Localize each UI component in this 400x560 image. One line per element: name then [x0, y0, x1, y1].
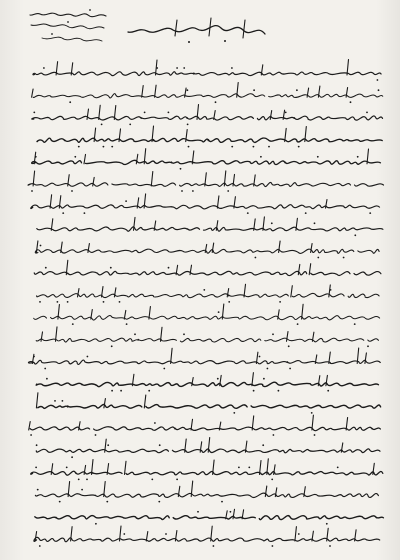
manuscript-dot: [107, 444, 109, 446]
manuscript-dot: [326, 523, 328, 525]
manuscript-line: [32, 149, 381, 170]
manuscript-stroke: [260, 461, 262, 475]
manuscript-dot: [289, 368, 291, 370]
manuscript-dot: [120, 390, 122, 392]
manuscript-dot: [354, 323, 356, 325]
manuscript-dot: [74, 156, 76, 158]
manuscript-dot: [180, 168, 182, 170]
manuscript-dot: [369, 212, 371, 214]
manuscript-stroke: [35, 493, 378, 497]
manuscript-dot: [69, 101, 71, 103]
manuscript-dot: [343, 257, 345, 259]
manuscript-dot: [95, 434, 97, 436]
manuscript-stroke: [34, 271, 381, 275]
manuscript-stroke: [214, 111, 216, 120]
manuscript-dot: [247, 212, 249, 214]
manuscript-dot: [314, 434, 316, 436]
manuscript-stroke: [146, 532, 148, 541]
manuscript-stroke: [34, 316, 380, 321]
manuscript-stroke: [114, 106, 116, 120]
manuscript-dot: [378, 89, 380, 91]
manuscript-stroke: [92, 460, 94, 475]
manuscript-dot: [188, 146, 190, 148]
manuscript-stroke: [155, 85, 157, 97]
manuscript-dot: [288, 345, 290, 347]
manuscript-stroke: [36, 338, 378, 342]
manuscript-stroke: [205, 173, 207, 186]
manuscript-dot: [271, 479, 273, 481]
manuscript-dot: [253, 89, 255, 91]
manuscript-dot: [337, 467, 339, 469]
manuscript-stroke: [34, 537, 380, 541]
manuscript-stroke: [35, 249, 379, 253]
manuscript-line: [34, 304, 380, 325]
manuscript-dot: [67, 301, 69, 303]
manuscript-line: [35, 241, 379, 259]
manuscript-dot: [203, 289, 205, 291]
manuscript-dot: [39, 545, 41, 547]
manuscript-dot: [46, 378, 48, 380]
manuscript-stroke: [226, 511, 228, 519]
manuscript-dot: [238, 467, 240, 469]
manuscript-line: [37, 126, 382, 147]
manuscript-dot: [81, 489, 83, 491]
manuscript-stroke: [211, 526, 213, 541]
manuscript-dot: [44, 368, 46, 370]
manuscript-dot: [329, 545, 331, 547]
manuscript-dot: [263, 378, 265, 380]
manuscript-dot: [366, 112, 368, 114]
manuscript-dot: [259, 356, 261, 358]
manuscript-line: [31, 459, 383, 481]
manuscript-dot: [272, 545, 274, 547]
manuscript-dot: [163, 368, 165, 370]
manuscript-stroke: [285, 128, 287, 141]
manuscript-dot: [273, 434, 275, 436]
manuscript-dot: [57, 301, 59, 303]
manuscript-stroke: [38, 404, 381, 408]
manuscript-stroke: [263, 217, 265, 230]
manuscript-dot: [84, 212, 86, 214]
manuscript-dot: [183, 333, 185, 335]
manuscript-dot: [187, 124, 189, 126]
manuscript-line: [36, 373, 378, 392]
manuscript-stroke: [346, 418, 348, 431]
manuscript-dot: [39, 301, 41, 303]
manuscript-dot: [187, 89, 189, 91]
manuscript-dot: [176, 479, 178, 481]
manuscript-stroke: [30, 427, 380, 431]
manuscript-stroke: [84, 154, 86, 163]
manuscript-dot: [298, 533, 300, 535]
manuscript-stroke: [28, 182, 383, 186]
manuscript-dot: [30, 434, 32, 436]
manuscript-line: [28, 348, 380, 369]
manuscript-dot: [305, 212, 307, 214]
manuscript-dot: [106, 501, 108, 503]
manuscript-dot: [35, 156, 37, 158]
manuscript-stroke: [68, 482, 70, 497]
manuscript-dot: [148, 390, 150, 392]
manuscript-line: [33, 60, 381, 81]
manuscript-stroke: [217, 196, 219, 208]
manuscript-dot: [101, 124, 103, 126]
manuscript-stroke: [36, 241, 38, 253]
manuscript-dot: [66, 467, 68, 469]
manuscript-dot: [35, 467, 37, 469]
manuscript-stroke: [28, 360, 380, 364]
manuscript-dot: [159, 444, 161, 446]
manuscript-line: [28, 171, 383, 192]
manuscript-dot: [268, 146, 270, 148]
manuscript-stroke: [295, 527, 297, 541]
manuscript-stroke: [32, 116, 383, 120]
manuscript-dot: [62, 400, 64, 402]
manuscript-line: [36, 438, 380, 459]
manuscript-line: [34, 260, 381, 275]
manuscript-stroke: [347, 60, 349, 76]
manuscript-dot: [165, 533, 167, 535]
manuscript-dot: [37, 489, 39, 491]
manuscript-stroke: [35, 516, 384, 520]
manuscript-dot: [297, 323, 299, 325]
manuscript-stroke: [270, 111, 272, 120]
manuscript-dot: [227, 190, 229, 192]
manuscript-dot: [110, 267, 112, 269]
manuscript-stroke: [36, 382, 378, 386]
manuscript-dot: [111, 146, 113, 148]
manuscript-stroke: [191, 419, 193, 430]
manuscript-line: [31, 194, 380, 214]
manuscript-dot: [231, 67, 233, 69]
manuscript-stroke: [244, 284, 246, 297]
manuscript-dot: [71, 456, 73, 458]
manuscript-stroke: [151, 172, 153, 187]
manuscript-dot: [278, 390, 280, 392]
manuscript-dot: [354, 234, 356, 236]
manuscript-dot: [267, 368, 269, 370]
manuscript-dot: [228, 301, 230, 303]
manuscript-stroke: [91, 310, 93, 320]
manuscript-stroke: [312, 415, 314, 430]
manuscript-stroke: [50, 195, 52, 208]
manuscript-dot: [248, 467, 250, 469]
manuscript-stroke: [99, 105, 101, 119]
manuscript-dot: [72, 323, 74, 325]
manuscript-dot: [311, 412, 313, 414]
manuscript-dot: [197, 511, 199, 513]
manuscript-dot: [33, 356, 35, 358]
manuscript-dot: [40, 245, 42, 247]
manuscript-dot: [123, 533, 125, 535]
manuscript-stroke: [61, 242, 63, 253]
manuscript-dot: [367, 345, 369, 347]
manuscript-stroke: [37, 293, 379, 297]
manuscript-dot: [33, 112, 35, 114]
manuscript-line: [37, 284, 379, 303]
manuscript-dot: [215, 101, 217, 103]
manuscript-dot: [317, 156, 319, 158]
manuscript-dot: [71, 190, 73, 192]
manuscript-dot: [168, 112, 170, 114]
manuscript-dot: [86, 479, 88, 481]
manuscript-dot: [54, 400, 56, 402]
manuscript-dot: [59, 501, 61, 503]
manuscript-dot: [272, 333, 274, 335]
manuscript-dot: [192, 190, 194, 192]
manuscript-dot: [111, 390, 113, 392]
manuscript-dot: [125, 200, 127, 202]
manuscript-dot: [78, 146, 80, 148]
manuscript-stroke: [291, 286, 293, 297]
manuscript-dot: [181, 190, 183, 192]
manuscript-dot: [103, 301, 105, 303]
manuscript-dot: [213, 545, 215, 547]
manuscript-dot: [62, 212, 64, 214]
manuscript-stroke: [31, 205, 380, 209]
manuscript-dot: [45, 267, 47, 269]
manuscript-dot: [218, 311, 220, 313]
manuscript-stroke: [142, 86, 144, 98]
manuscript-dot: [176, 67, 178, 69]
manuscript-line: [29, 415, 381, 436]
manuscript-stroke: [51, 219, 53, 231]
manuscript-dot: [357, 156, 359, 158]
manuscript-line: [35, 481, 378, 502]
manuscript-stroke: [125, 461, 127, 474]
manuscript-line: [34, 526, 380, 547]
manuscript-dot: [298, 146, 300, 148]
manuscript-stroke: [66, 260, 68, 274]
manuscript-stroke: [102, 287, 104, 297]
manuscript-dot: [260, 156, 262, 158]
manuscript-stroke: [104, 482, 106, 497]
manuscript-line: [36, 327, 378, 347]
manuscript-dot: [158, 501, 160, 503]
manuscript-line: [32, 105, 383, 126]
manuscript-dot: [119, 301, 121, 303]
manuscript-dot: [151, 479, 153, 481]
manuscript-stroke: [161, 327, 163, 341]
manuscript-stroke: [33, 94, 383, 98]
manuscript-stroke: [302, 304, 304, 319]
manuscript-stroke: [124, 310, 126, 319]
manuscript-dot: [233, 412, 235, 414]
manuscript-dot: [126, 323, 128, 325]
manuscript-dot: [217, 378, 219, 380]
manuscript-dot: [327, 390, 329, 392]
manuscript-dot: [230, 511, 232, 513]
manuscript-dot: [144, 112, 146, 114]
manuscript-stroke: [171, 348, 173, 363]
manuscript-dot: [168, 267, 170, 269]
manuscript-line: [32, 83, 383, 104]
manuscript-stroke: [256, 352, 258, 363]
manuscript-dot: [285, 112, 287, 114]
manuscript-dot: [296, 89, 298, 91]
manuscript-stroke: [31, 471, 383, 475]
manuscript-dot: [31, 190, 33, 192]
manuscript-dot: [231, 146, 233, 148]
manuscript-dot: [317, 257, 319, 259]
manuscript-stroke: [149, 307, 151, 320]
manuscript-dot: [253, 146, 255, 148]
manuscript-dot: [377, 79, 379, 81]
manuscript-dot: [78, 479, 80, 481]
manuscript-dot: [156, 67, 158, 69]
manuscript-stroke: [37, 227, 383, 231]
manuscript-dot: [43, 67, 45, 69]
manuscript-dot: [154, 422, 156, 424]
manuscript-stroke: [37, 138, 382, 142]
manuscript-dot: [314, 222, 316, 224]
manuscript-dot: [271, 222, 273, 224]
manuscript-dot: [134, 333, 136, 335]
manuscript-dot: [129, 124, 131, 126]
manuscript-stroke: [312, 332, 314, 341]
manuscript-stroke: [32, 89, 33, 97]
manuscript-line: [36, 393, 380, 414]
manuscript-dot: [36, 444, 38, 446]
manuscript-dot: [95, 523, 97, 525]
manuscript-stroke: [252, 416, 254, 430]
manuscript-dot: [330, 289, 332, 291]
manuscript-dot: [253, 390, 255, 392]
manuscript-line: [37, 217, 383, 236]
manuscript-stroke: [33, 72, 381, 76]
manuscript-dot: [350, 101, 352, 103]
manuscript-dot: [183, 67, 185, 69]
manuscript-dot: [87, 356, 89, 358]
manuscript-stroke: [36, 393, 38, 408]
manuscript-dot: [279, 301, 281, 303]
manuscript-dot: [111, 345, 113, 347]
manuscript-dot: [255, 257, 257, 259]
manuscript-dot: [103, 146, 105, 148]
manuscript-line: [35, 509, 384, 524]
manuscript-stroke: [252, 373, 254, 386]
manuscript-dot: [262, 444, 264, 446]
manuscript-dot: [221, 501, 223, 503]
manuscript-stroke: [56, 327, 58, 341]
